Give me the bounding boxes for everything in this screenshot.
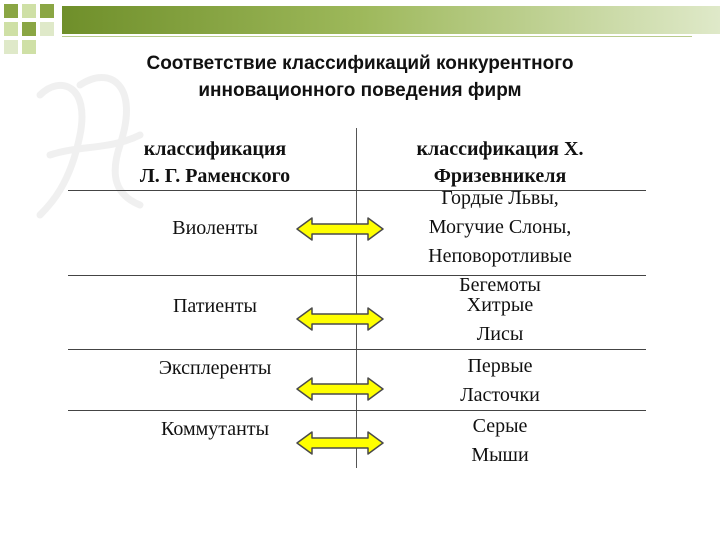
decor-square [4,22,18,36]
slide-title [0,50,720,104]
left-header-line-2: Л. Г. Раменского [139,165,291,187]
left-item-explerents: Эксплеренты [158,357,272,379]
header-gradient-bar [62,6,720,34]
right-item-line: Неповоротливые [428,245,572,267]
decor-square [22,22,36,36]
double-arrow-icon [296,307,384,331]
right-header-line-1: классификация Х. [416,138,584,160]
left-item-violents: Виоленты [172,217,258,239]
right-item-group-2 [390,291,610,349]
right-item-group-1 [390,184,610,300]
column-divider [356,128,357,468]
right-column-header [380,136,620,190]
row-divider [68,349,646,350]
double-arrow-icon [296,431,384,455]
right-item-line: Могучие Слоны, [428,216,572,238]
decor-square [40,4,54,18]
double-arrow-icon [296,377,384,401]
double-arrow-icon [296,217,384,241]
right-item-group-4 [390,412,610,470]
title-line-1: Соответствие классификаций конкурентного [146,53,574,74]
right-item-line: Серые [472,415,528,437]
right-item-line: Ласточки [460,384,540,406]
right-item-group-3 [390,352,610,410]
right-item-line: Гордые Львы, [441,187,559,209]
right-item-line: Мыши [471,444,529,466]
decor-square [4,4,18,18]
right-item-line: Первые [467,355,533,377]
decor-square [40,22,54,36]
left-item-patients: Патиенты [172,295,257,317]
left-header-line-1: классификация [143,138,287,160]
header-divider [62,36,692,37]
title-line-2: инновационного поведения фирм [198,80,522,101]
right-header-line-2: Фризевникеля [433,165,567,187]
left-item-commutants: Коммутанты [160,418,270,440]
right-item-line: Бегемоты [459,274,541,296]
row-divider [68,410,646,411]
right-item-line: Лисы [476,323,524,345]
right-item-line: Хитрые [466,294,534,316]
decor-square [22,4,36,18]
left-column-header [100,136,330,190]
